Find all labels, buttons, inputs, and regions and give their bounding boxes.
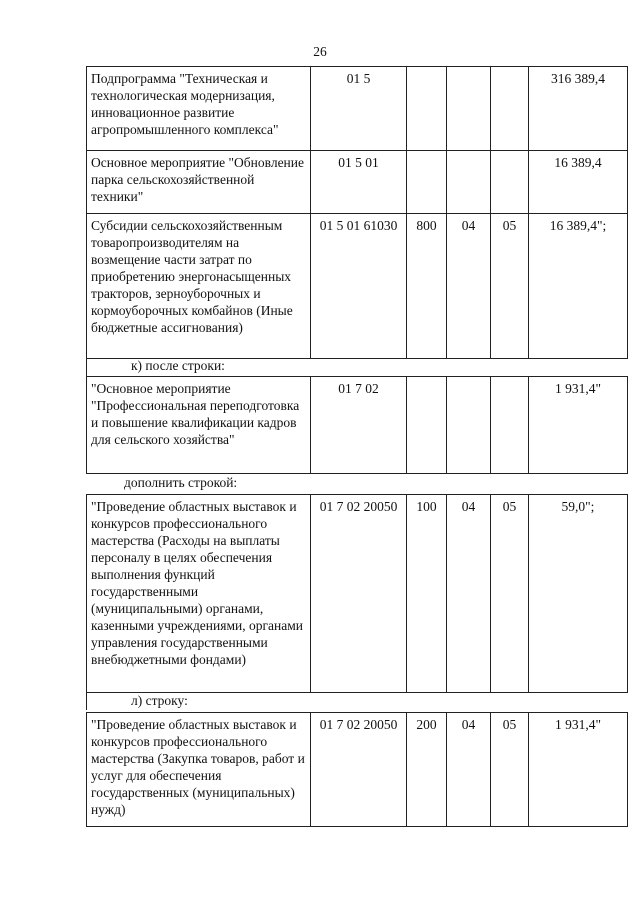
- table-row: [87, 377, 628, 474]
- row-pr: 05: [491, 495, 529, 693]
- budget-table-1: [86, 66, 628, 359]
- row-code: 01 5 01 61030: [311, 214, 407, 359]
- row-rz: [447, 377, 491, 474]
- table-row: [87, 495, 628, 693]
- row-name: "Проведение областных выставок и конкурсов профессионального мастерства (Расходы на выплаты персоналу в целях обеспечения выполнения функций государственными (муниципальными) органами, казенными учреждениями, органами управления государственными внебюджетными фондами): [87, 495, 311, 693]
- row-name: Основное мероприятие "Обновление парка сельскохозяйственной техники": [87, 151, 311, 214]
- row-rz: [447, 67, 491, 151]
- row-pr: [491, 377, 529, 474]
- row-name: "Основное мероприятие "Профессиональная переподготовка и повышение квалификации кадров для сельского хозяйства": [87, 377, 311, 474]
- row-code: 01 7 02 20050: [311, 495, 407, 693]
- row-amount: 16 389,4";: [529, 214, 628, 359]
- row-vr: [407, 151, 447, 214]
- row-vr: [407, 67, 447, 151]
- budget-table-4: [86, 712, 628, 827]
- row-code: 01 5: [311, 67, 407, 151]
- caption-replace-row: л) строку:: [131, 693, 188, 708]
- page-number: 26: [313, 44, 327, 59]
- row-name: Субсидии сельскохозяйственным товаропроизводителям на возмещение части затрат по приобретению энергонасыщенных тракторов, зерноуборочных и кормоуборочных комбайнов (Иные бюджетные ассигнования): [87, 214, 311, 359]
- row-vr: 200: [407, 713, 447, 827]
- row-amount: 316 389,4: [529, 67, 628, 151]
- row-pr: [491, 151, 529, 214]
- row-rz: 04: [447, 713, 491, 827]
- table-row: [87, 214, 628, 359]
- row-vr: [407, 377, 447, 474]
- row-code: 01 5 01: [311, 151, 407, 214]
- budget-table-2: [86, 376, 628, 474]
- table-row: [87, 151, 628, 214]
- row-rz: 04: [447, 495, 491, 693]
- row-rz: 04: [447, 214, 491, 359]
- row-vr: 100: [407, 495, 447, 693]
- table-row: [87, 67, 628, 151]
- row-amount: 59,0";: [529, 495, 628, 693]
- caption-add-row: дополнить строкой:: [124, 475, 238, 490]
- table-border-segment: [86, 358, 87, 376]
- row-amount: 1 931,4": [529, 377, 628, 474]
- row-amount: 1 931,4": [529, 713, 628, 827]
- row-vr: 800: [407, 214, 447, 359]
- row-name: "Проведение областных выставок и конкурсов профессионального мастерства (Закупка товаров, работ и услуг для обеспечения государственных (муниципальных) нужд): [87, 713, 311, 827]
- row-pr: 05: [491, 214, 529, 359]
- row-rz: [447, 151, 491, 214]
- table-row: [87, 713, 628, 827]
- row-name: Подпрограмма "Техническая и технологическая модернизация, инновационное развитие агропромышленного комплекса": [87, 67, 311, 151]
- table-border-segment: [86, 692, 87, 710]
- row-pr: 05: [491, 713, 529, 827]
- caption-after-row: к) после строки:: [131, 358, 225, 373]
- budget-table-3: [86, 494, 628, 693]
- row-code: 01 7 02: [311, 377, 407, 474]
- row-code: 01 7 02 20050: [311, 713, 407, 827]
- row-amount: 16 389,4: [529, 151, 628, 214]
- row-pr: [491, 67, 529, 151]
